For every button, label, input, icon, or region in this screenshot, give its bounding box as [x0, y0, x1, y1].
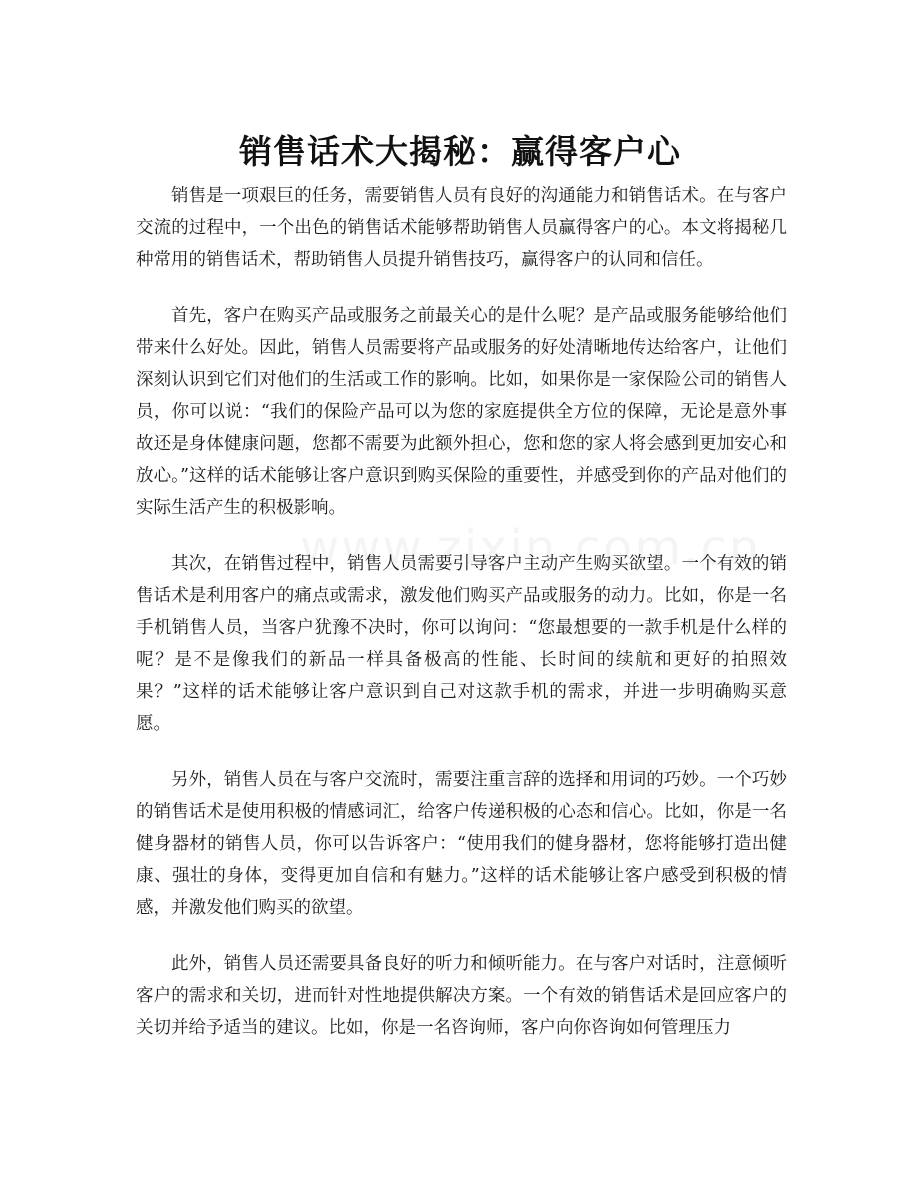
document-body [136, 180, 787, 1068]
document-title: 销售话术大揭秘：赢得客户心 [239, 132, 681, 172]
paragraph-listening: 此外，销售人员还需要具备良好的听力和倾听能力。在与客户对话时，注意倾听客户的需求和关切，进而针对性地提供解决方案。一个有效的销售话术是回应客户的关切并给予适当的建议。比如，你是一名咨询师，客户向你咨询如何管理压力 [136, 954, 787, 1038]
paragraph-intro: 销售是一项艰巨的任务，需要销售人员有良好的沟通能力和销售话术。在与客户交流的过程中，一个出色的销售话术能够帮助销售人员赢得客户的心。本文将揭秘几种常用的销售话术，帮助销售人员提升销售技巧，赢得客户的认同和信任。 [136, 186, 787, 270]
paragraph-benefits: 首先，客户在购买产品或服务之前最关心的是什么呢？是产品或服务能够给他们带来什么好处。因此，销售人员需要将产品或服务的好处清晰地传达给客户，让他们深刻认识到它们对他们的生活或工作的影响。比如，如果你是一家保险公司的销售人员，你可以说：“我们的保险产品可以为您的家庭提供全方位的保障，无论是意外事故还是身体健康问题，您都不需要为此额外担心，您和您的家人将会感到更加安心和放心。”这样的话术能够让客户意识到购买保险的重要性，并感受到你的产品对他们的实际生活产生的积极影响。 [136, 306, 787, 518]
paragraph-desire: 其次，在销售过程中，销售人员需要引导客户主动产生购买欲望。一个有效的销售话术是利用客户的痛点或需求，激发他们购买产品或服务的动力。比如，你是一名手机销售人员，当客户犹豫不决时，你可以询问：“您最想要的一款手机是什么样的呢？是不是像我们的新品一样具备极高的性能、长时间的续航和更好的拍照效果？”这样的话术能够让客户意识到自己对这款手机的需求，并进一步明确购买意愿。 [136, 554, 787, 734]
paragraph-wording: 另外，销售人员在与客户交流时，需要注重言辞的选择和用词的巧妙。一个巧妙的销售话术是使用积极的情感词汇，给客户传递积极的心态和信心。比如，你是一名健身器材的销售人员，你可以告诉客户：“使用我们的健身器材，您将能够打造出健康、强壮的身体，变得更加自信和有魅力。”这样的话术能够让客户感受到积极的情感，并激发他们购买的欲望。 [136, 770, 787, 918]
